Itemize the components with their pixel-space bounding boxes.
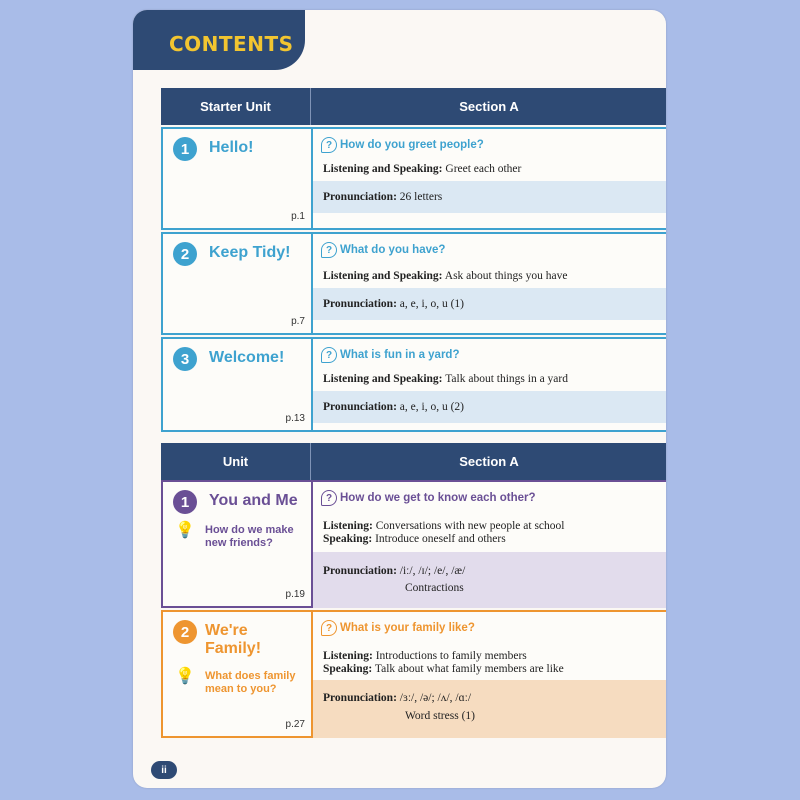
question-icon: ? <box>321 137 337 153</box>
unit-2-section <box>313 612 666 736</box>
s-label: Speaking: <box>323 533 373 545</box>
speaking-line <box>323 533 506 545</box>
page-title: CONTENTS <box>169 32 294 56</box>
question-line <box>321 347 459 363</box>
starter-unit-3-row[interactable] <box>161 337 666 432</box>
pr-label: Pronunciation: <box>323 401 397 413</box>
question-line <box>321 620 475 636</box>
question-line <box>321 137 484 153</box>
pr-label: Pronunciation: <box>323 565 397 577</box>
question-line <box>321 242 445 258</box>
question-icon: ? <box>321 347 337 363</box>
unit-title: Welcome! <box>209 349 285 366</box>
listening-speaking-line <box>323 270 567 282</box>
question-text: What is fun in a yard? <box>340 349 460 361</box>
lightbulb-icon: 💡 <box>175 668 195 685</box>
s-text: Introduce oneself and others <box>375 533 506 545</box>
question-text: What is your family like? <box>340 622 475 634</box>
s-label: Speaking: <box>323 663 373 675</box>
unit-number-badge: 1 <box>173 137 197 161</box>
pronunciation-line-2: Word stress (1) <box>405 710 475 722</box>
ls-label: Listening and Speaking: <box>323 270 443 282</box>
pronunciation-line <box>323 401 464 413</box>
pronunciation-line <box>323 298 464 310</box>
lightbulb-icon: 💡 <box>175 522 195 539</box>
unit-col-section: Section A <box>459 454 519 469</box>
l-text: Conversations with new people at school <box>375 520 565 532</box>
pronunciation-line <box>323 565 465 577</box>
pr-label: Pronunciation: <box>323 298 397 310</box>
starter-unit-2-cell <box>163 234 313 333</box>
ls-text: Ask about things you have <box>444 270 568 282</box>
pronunciation-line <box>323 692 471 704</box>
contents-tab <box>133 10 305 70</box>
listening-line <box>323 520 564 532</box>
unit-2-row[interactable] <box>161 610 666 738</box>
pronunciation-band <box>313 552 666 608</box>
pr-label: Pronunciation: <box>323 191 397 203</box>
page-number: ii <box>151 761 177 779</box>
listening-speaking-line <box>323 373 568 385</box>
question-text: How do we get to know each other? <box>340 492 536 504</box>
page-ref: p.27 <box>285 719 305 730</box>
starter-col-unit: Starter Unit <box>161 88 311 125</box>
ls-text: Greet each other <box>445 163 522 175</box>
question-icon: ? <box>321 490 337 506</box>
pr-text: a, e, i, o, u (1) <box>399 298 464 310</box>
pronunciation-band <box>313 680 666 738</box>
page-ref: p.7 <box>291 316 305 327</box>
ls-label: Listening and Speaking: <box>323 163 443 175</box>
starter-col-section: Section A <box>459 99 519 114</box>
unit-number-badge: 3 <box>173 347 197 371</box>
unit-col-unit: Unit <box>161 443 311 480</box>
s-text: Talk about what family members are like <box>374 663 564 675</box>
unit-2-cell <box>163 612 313 736</box>
page-ref: p.13 <box>285 413 305 424</box>
unit-1-row[interactable] <box>161 480 666 608</box>
unit-title: You and Me <box>209 492 298 509</box>
starter-unit-2-row[interactable] <box>161 232 666 335</box>
unit-1-cell <box>163 482 313 606</box>
unit-title: We're Family! <box>205 622 262 657</box>
pr-label: Pronunciation: <box>323 692 397 704</box>
ls-label: Listening and Speaking: <box>323 373 443 385</box>
pr-text: 26 letters <box>399 191 443 203</box>
pronunciation-line-2: Contractions <box>405 582 464 594</box>
starter-unit-1-cell <box>163 129 313 228</box>
listening-line <box>323 650 527 662</box>
pr-text: /iː/, /ɪ/; /e/, /æ/ <box>399 565 466 577</box>
starter-table-header <box>161 88 666 125</box>
question-line <box>321 490 536 506</box>
l-label: Listening: <box>323 520 373 532</box>
question-icon: ? <box>321 620 337 636</box>
question-text: How do you greet people? <box>340 139 484 151</box>
contents-page <box>133 10 666 788</box>
unit-number-badge: 1 <box>173 490 197 514</box>
unit-table <box>161 443 666 738</box>
starter-unit-3-cell <box>163 339 313 430</box>
speaking-line <box>323 663 564 675</box>
pr-text: /ɜː/, /ə/; /ʌ/, /ɑː/ <box>399 692 472 704</box>
page-ref: p.1 <box>291 211 305 222</box>
starter-unit-1-section <box>313 129 666 228</box>
unit-number-badge: 2 <box>173 620 197 644</box>
question-text: What do you have? <box>340 244 446 256</box>
ls-text: Talk about things in a yard <box>445 373 568 385</box>
starter-unit-3-section <box>313 339 666 430</box>
starter-unit-1-row[interactable] <box>161 127 666 230</box>
starter-unit-2-section <box>313 234 666 333</box>
big-question: What does family mean to you? <box>205 670 296 695</box>
l-label: Listening: <box>323 650 373 662</box>
unit-1-section <box>313 482 666 606</box>
big-question: How do we make new friends? <box>205 524 294 549</box>
pronunciation-line <box>323 191 442 203</box>
pr-text: a, e, i, o, u (2) <box>399 401 464 413</box>
unit-table-header <box>161 443 666 480</box>
unit-title: Keep Tidy! <box>209 244 291 261</box>
page-ref: p.19 <box>285 589 305 600</box>
l-text: Introductions to family members <box>375 650 527 662</box>
listening-speaking-line <box>323 163 521 175</box>
unit-number-badge: 2 <box>173 242 197 266</box>
unit-title: Hello! <box>209 139 254 156</box>
question-icon: ? <box>321 242 337 258</box>
starter-table <box>161 88 666 432</box>
